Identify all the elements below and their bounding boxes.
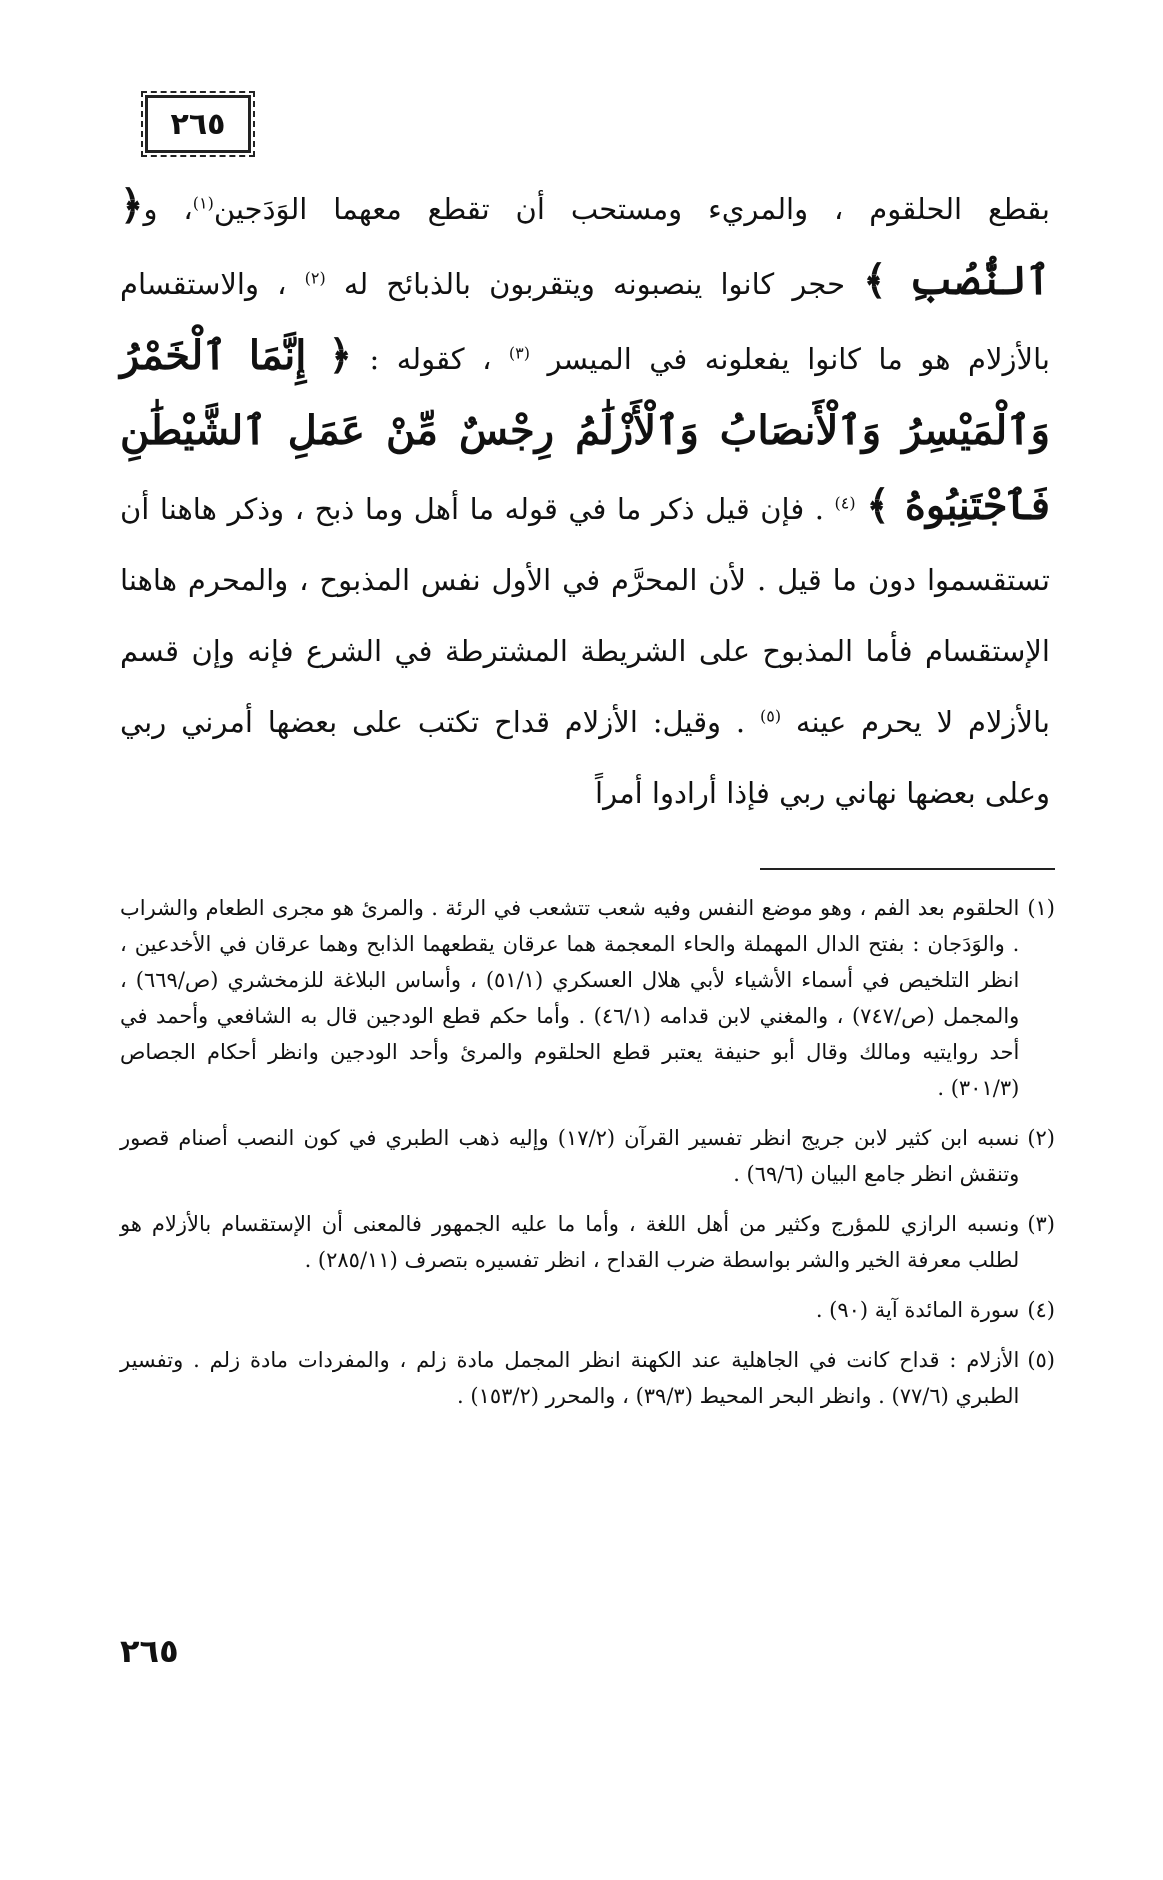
quran-verse: ﴿ إِنَّمَا ٱلْخَمْرُ وَٱلْمَيْسِرُ وَٱلْأَنصَابُ وَٱلْأَزْلَٰمُ رِجْسٌ مِّنْ عَمَلِ ٱلشَّيْطَٰنِ فَٱجْتَنِبُوهُ ﴾ (120, 332, 1050, 529)
main-text-part: ، كقوله : (369, 342, 492, 376)
main-text-part: ، و (143, 192, 193, 226)
footnote-text: سورة المائدة آية (٩٠) . (815, 1298, 1020, 1322)
main-text-part: بقطع الحلقوم ، والمريء ومستحب أن تقطع معهما الوَدَجين (213, 192, 1050, 226)
footnote (120, 1206, 1055, 1278)
main-text (120, 170, 1050, 829)
footnote-number: (٢) (1027, 1126, 1055, 1150)
footnote-ref: (١) (192, 193, 214, 213)
main-text-part: حجر كانوا ينصبونه ويتقربون بالذبائح له (343, 267, 846, 301)
footnote-text: نسبه ابن كثير لابن جريج انظر تفسير القرآن (١٧/٢) وإليه ذهب الطبري في كون النصب أصنام قصور وتنقش انظر جامع البيان (٦٩/٦) . (120, 1126, 1020, 1186)
main-text-part: . فإن قيل ذكر ما في قوله ما أهل وما ذبح ، وذكر هاهنا أن تستقسموا دون ما قيل . لأن المحرَّم في الأول نفس المذبوح ، والمحرم هاهنا الإستقسام فأما المذبوح على الشريطة المشترطة في الشرع فإنه وإن قسم بالأزلام لا يحرم عينه (120, 492, 1051, 739)
footnote-ref: (٥) (759, 706, 782, 726)
page-number-box: ٢٦٥ (145, 95, 251, 153)
footnote (120, 890, 1055, 1106)
footnotes (120, 890, 1055, 1428)
footnote-ref: (٢) (304, 268, 326, 288)
main-text-part: ، والاستقسام بالأزلام هو ما كانوا يفعلونه في الميسر (120, 267, 1050, 376)
footnote-divider (760, 868, 1055, 870)
footnote-text: ونسبه الرازي للمؤرج وكثير من أهل اللغة ، وأما ما عليه الجمهور فالمعنى أن الإستقسام بالأزلام هو لطلب معرفة الخير والشر بواسطة ضرب القداح ، انظر تفسيره بتصرف (٢٨٥/١١) . (120, 1212, 1020, 1272)
footnote (120, 1120, 1055, 1192)
main-text-part: . وقيل: الأزلام قداح تكتب على بعضها أمرني ربي وعلى بعضها نهاني ربي فإذا أرادوا أمراً (120, 705, 1050, 810)
footnote-number: (٤) (1027, 1298, 1055, 1322)
main-paragraph (120, 170, 1050, 829)
footnote-number: (١) (1027, 896, 1055, 920)
footnote-text: الحلقوم بعد الفم ، وهو موضع النفس وفيه شعب تتشعب في الرئة . والمرئ هو مجرى الطعام والشراب . والوَدَجان : بفتح الدال المهملة والحاء المعجمة هما عرقان يقطعهما الذابح وهما عرقان في الأخدعين ، انظر التلخيص في أسماء الأشياء لأبي هلال العسكري (٥١/١) ، وأساس البلاغة للزمخشري (ص/٦٦٩) ، والمجمل (ص/٧٤٧) ، والمغني لابن قدامه (٤٦/١) . وأما حكم قطع الودجين قال به الشافعي وأحمد في أحد روايتيه ومالك وقال أبو حنيفة يعتبر قطع الحلقوم والمرئ وأحد الودجين وانظر أحكام الجصاص (٣٠١/٣) . (120, 896, 1020, 1100)
footnote (120, 1292, 1055, 1328)
footer-page-number: ٢٦٥ (120, 1632, 179, 1670)
footnote-text: الأزلام : قداح كانت في الجاهلية عند الكهنة انظر المجمل مادة زلم ، والمفردات مادة زلم . وتفسير الطبري (٧٧/٦) . وانظر البحر المحيط (٣٩/٣) ، والمحرر (١٥٣/٢) . (120, 1348, 1020, 1408)
footnote-ref: (٣) (508, 343, 531, 363)
quran-verse: ﴿ ٱلنُّصُبِ ﴾ (120, 182, 1051, 304)
footnote-number: (٥) (1027, 1348, 1055, 1372)
footnote (120, 1342, 1055, 1414)
footnote-ref: (٤) (834, 493, 856, 513)
footnote-number: (٣) (1027, 1212, 1055, 1236)
